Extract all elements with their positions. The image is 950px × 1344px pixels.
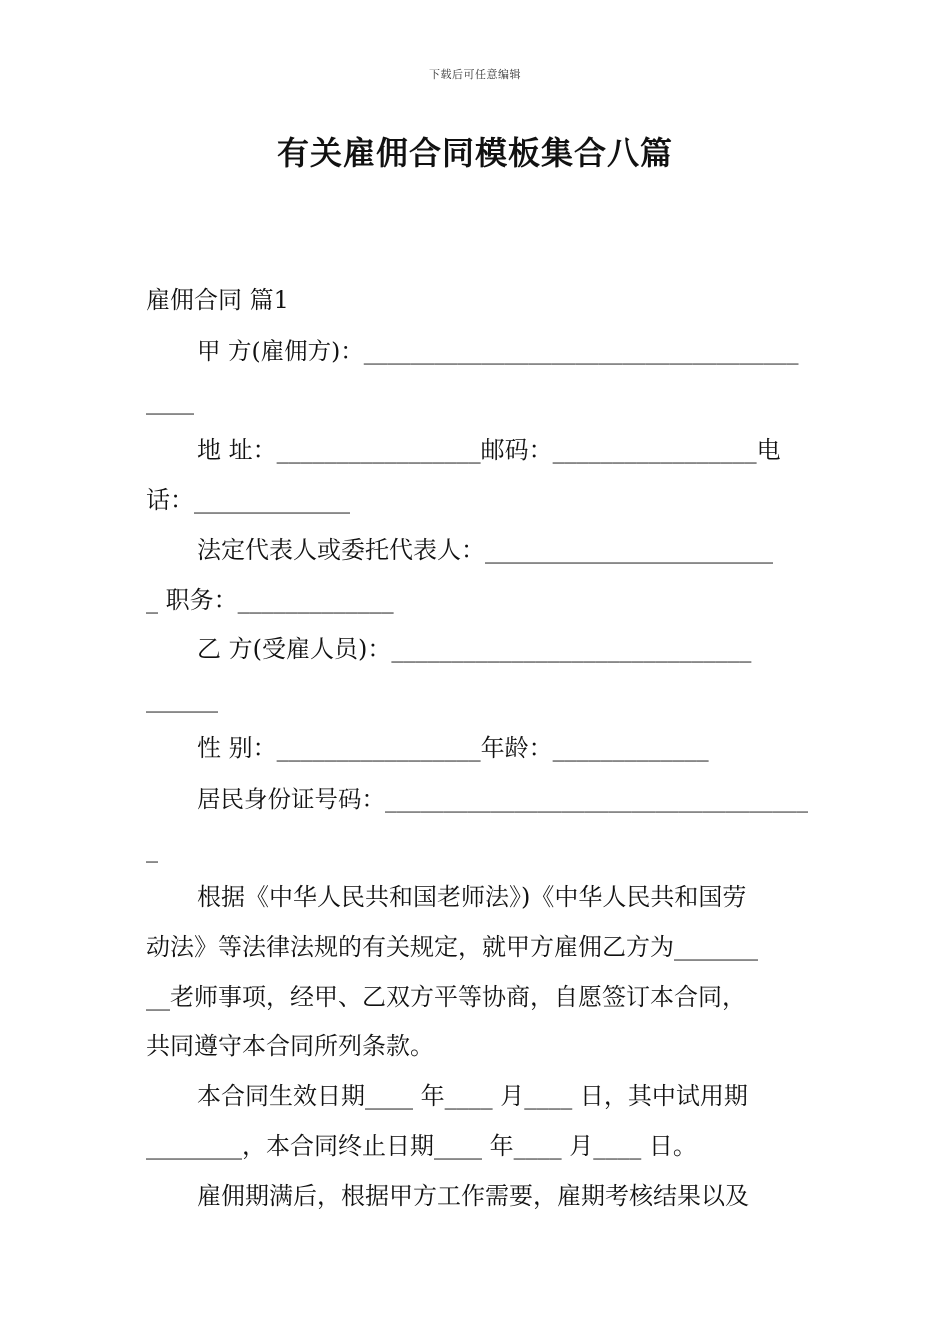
paragraph-line: 根据《中华人民共和国老师法》)《中华人民共和国劳 <box>197 883 747 911</box>
section-heading: 雇佣合同 篇1 <box>146 286 289 314</box>
paragraph-line: 雇佣期满后，根据甲方工作需要，雇期考核结果以及 <box>197 1182 749 1210</box>
gender-age-line: 性 别：_________________年龄：_____________ <box>197 734 709 762</box>
party-a-line: 甲 方(雇佣方)：_____________________________________ <box>197 337 799 365</box>
paragraph-line: 动法》等法律法规的有关规定，就甲方雇佣乙方为_______ <box>146 933 758 961</box>
document-title: 有关雇佣合同模板集合八篇 <box>276 134 673 172</box>
effective-date-line: 本合同生效日期____ 年____ 月____ 日，其中试用期 <box>197 1082 748 1110</box>
id-number-line: 居民身份证号码：____________________________________ <box>197 785 808 813</box>
id-number-line-cont: _ <box>146 835 158 863</box>
party-b-line: 乙 方(受雇人员)：______________________________ <box>197 635 752 663</box>
representative-line: 法定代表人或委托代表人：________________________ <box>197 536 773 564</box>
paragraph-line: __老师事项，经甲、乙双方平等协商，自愿签订本合同， <box>146 983 746 1011</box>
party-a-line-cont: ____ <box>146 387 194 415</box>
effective-date-line-cont: ________，本合同终止日期____ 年____ 月____ 日。 <box>146 1132 697 1160</box>
position-line: _ 职务：_____________ <box>146 586 394 614</box>
party-b-line-cont: ______ <box>146 685 218 713</box>
header-note: 下载后可任意编辑 <box>429 68 521 81</box>
address-line: 地 址：_________________邮码：_________________电 <box>197 436 781 464</box>
phone-line: 话：_____________ <box>146 486 350 514</box>
paragraph-line: 共同遵守本合同所列条款。 <box>146 1032 434 1060</box>
